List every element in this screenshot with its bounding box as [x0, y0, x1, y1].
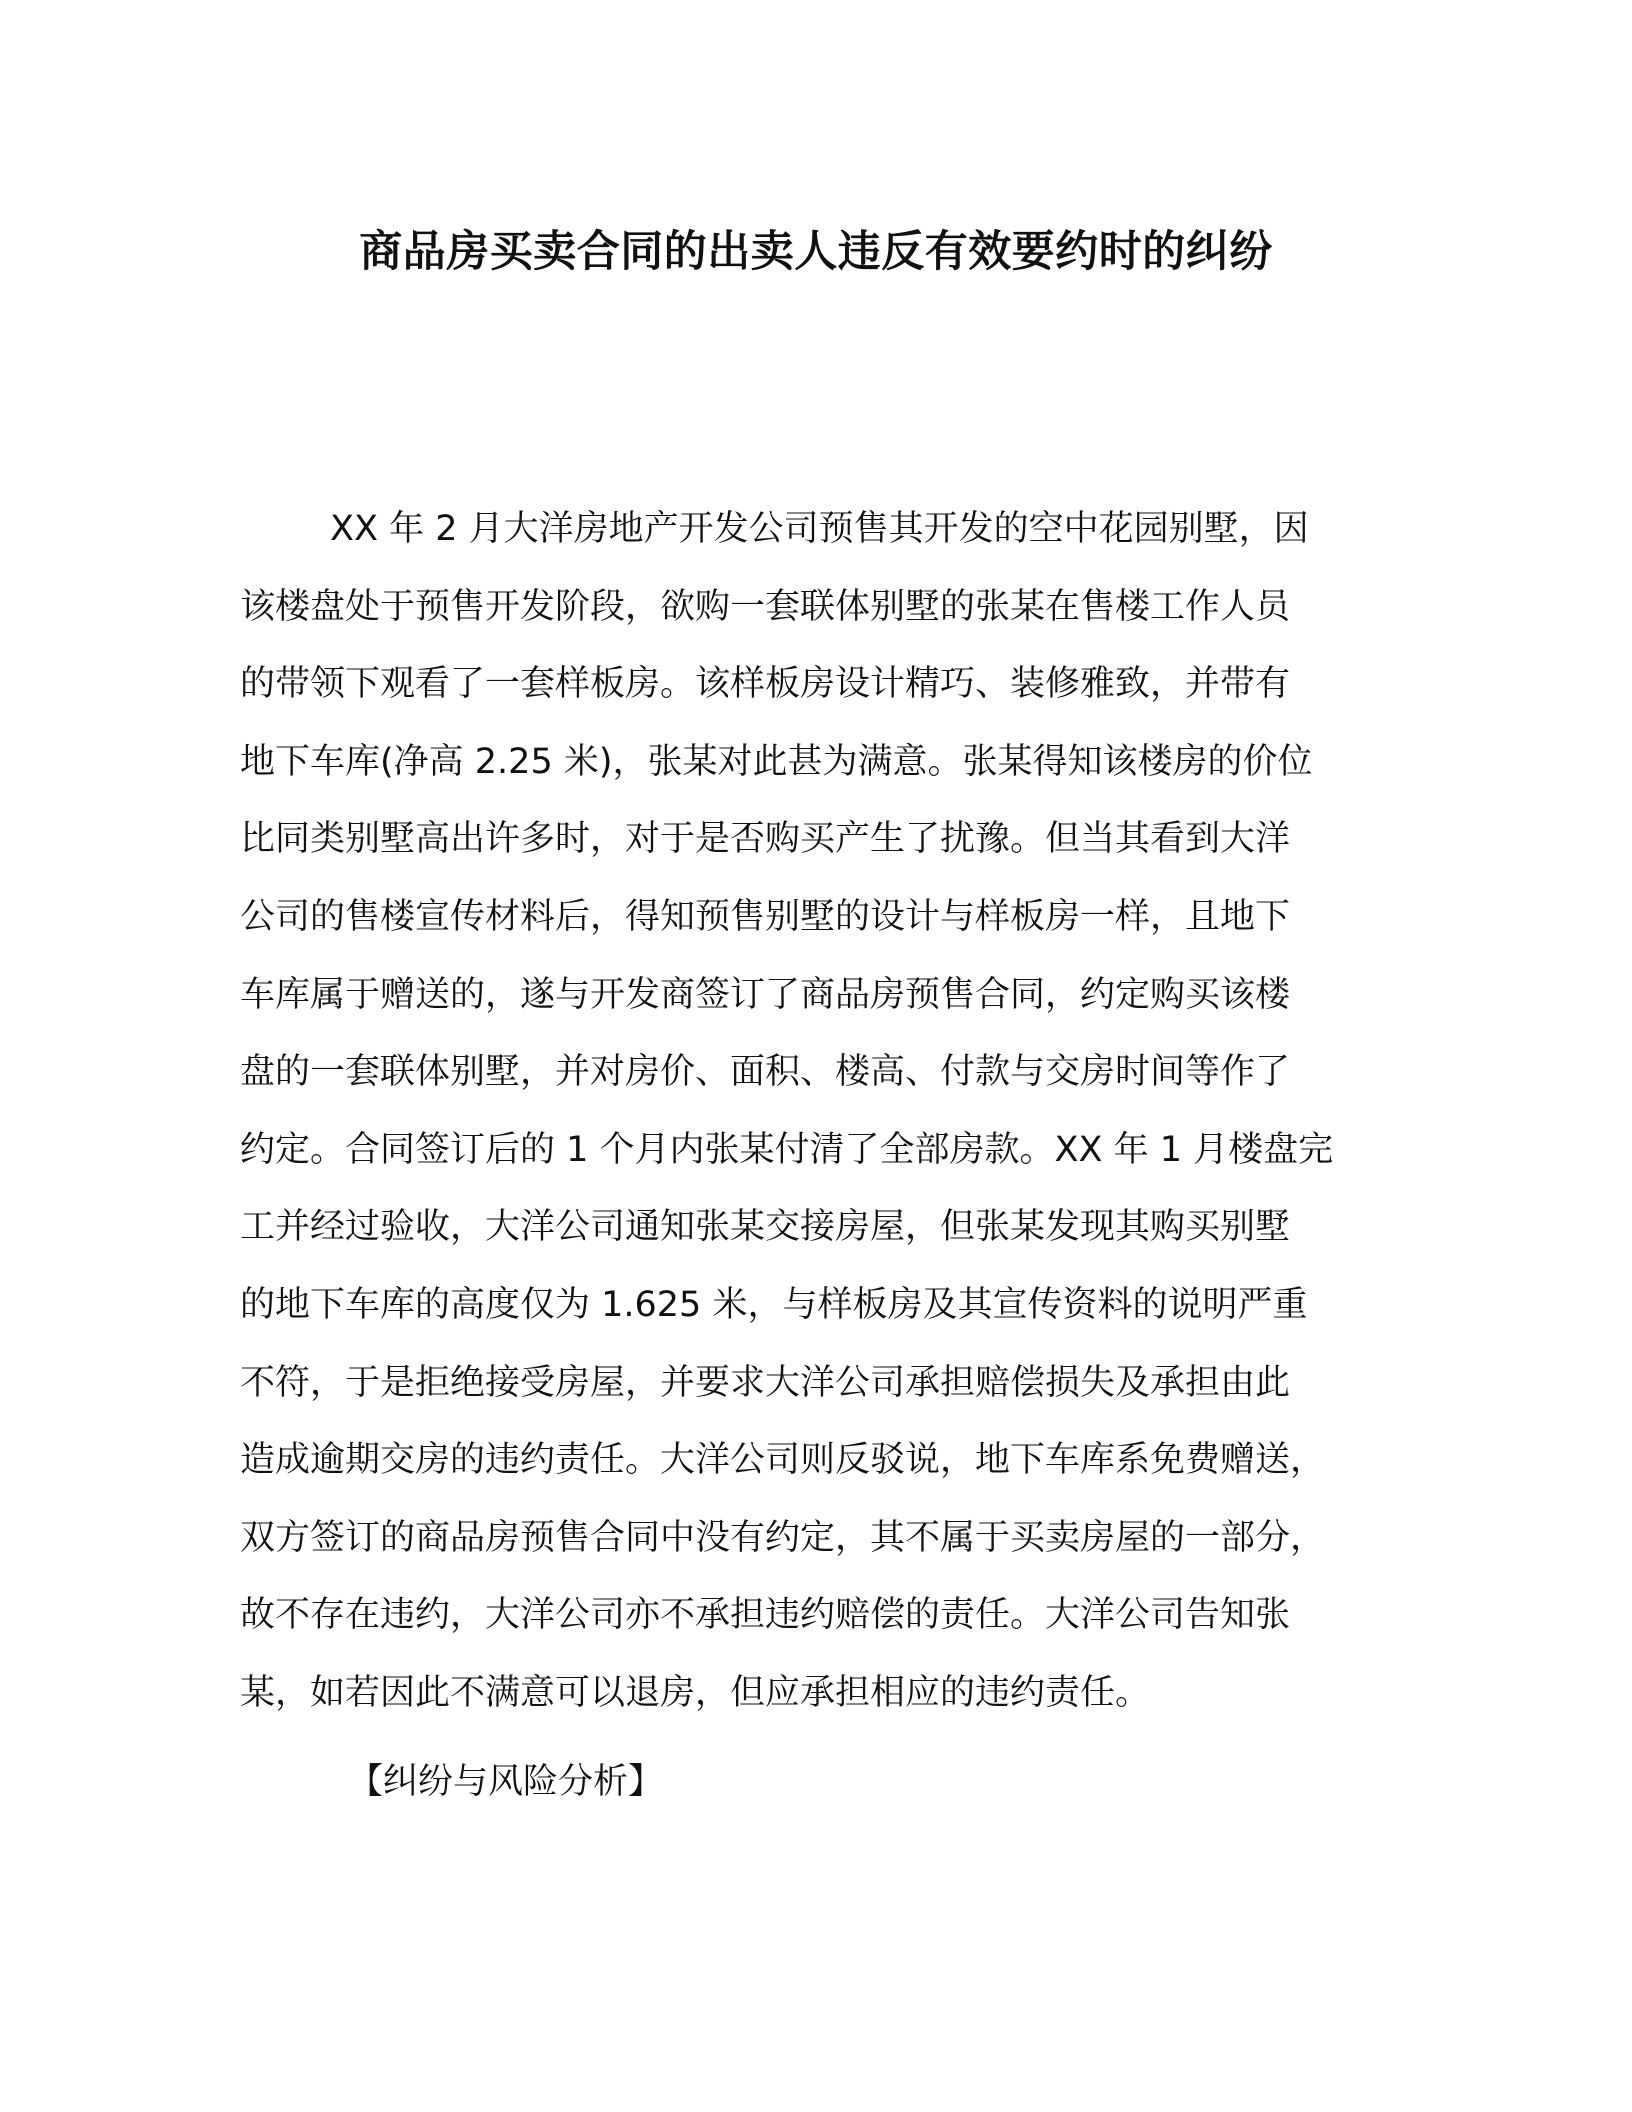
paragraph-line: 公司的售楼宣传材料后，得知预售别墅的设计与样板房一样，且地下	[240, 896, 1291, 937]
paragraph-line: 双方签订的商品房预售合同中没有约定，其不属于买卖房屋的一部分，	[240, 1517, 1326, 1558]
section-heading: 【纠纷与风险分析】	[348, 1762, 664, 1802]
paragraph-line: 地下车库(净高 2.25 米)，张某对此甚为满意。张某得知该楼房的价位	[240, 741, 1313, 782]
paragraph-line: 的地下车库的高度仅为 1.625 米，与样板房及其宣传资料的说明严重	[240, 1284, 1308, 1325]
paragraph-line: 盘的一套联体别墅，并对房价、面积、楼高、付款与交房时间等作了	[240, 1052, 1291, 1093]
paragraph-line: 比同类别墅高出许多时，对于是否购买产生了扰豫。但当其看到大洋	[240, 819, 1291, 860]
paragraph-line: 故不存在违约，大洋公司亦不承担违约赔偿的责任。大洋公司告知张	[240, 1595, 1291, 1636]
paragraph-line: 车库属于赠送的，遂与开发商签订了商品房预售合同，约定购买该楼	[240, 974, 1291, 1015]
paragraph-line: 造成逾期交房的违约责任。大洋公司则反驳说，地下车库系免费赠送，	[240, 1440, 1326, 1481]
paragraph-line: XX 年 2 月大洋房地产开发公司预售其开发的空中花园别墅，因	[330, 509, 1309, 549]
body-paragraph	[240, 491, 1380, 1733]
paragraph-line: 该楼盘处于预售开发阶段，欲购一套联体别墅的张某在售楼工作人员	[240, 586, 1291, 627]
paragraph-line: 约定。合同签订后的 1 个月内张某付清了全部房款。XX 年 1 月楼盘完	[240, 1129, 1334, 1170]
document-title: 商品房买卖合同的出卖人违反有效要约时的纠纷	[359, 227, 1273, 277]
paragraph-line: 某，如若因此不满意可以退房，但应承担相应的违约责任。	[240, 1672, 1151, 1713]
paragraph-line: 不符，于是拒绝接受房屋，并要求大洋公司承担赔偿损失及承担由此	[240, 1362, 1291, 1403]
paragraph-line: 工并经过验收，大洋公司通知张某交接房屋，但张某发现其购买别墅	[240, 1207, 1291, 1248]
paragraph-line: 的带领下观看了一套样板房。该样板房设计精巧、装修雅致，并带有	[240, 664, 1291, 705]
